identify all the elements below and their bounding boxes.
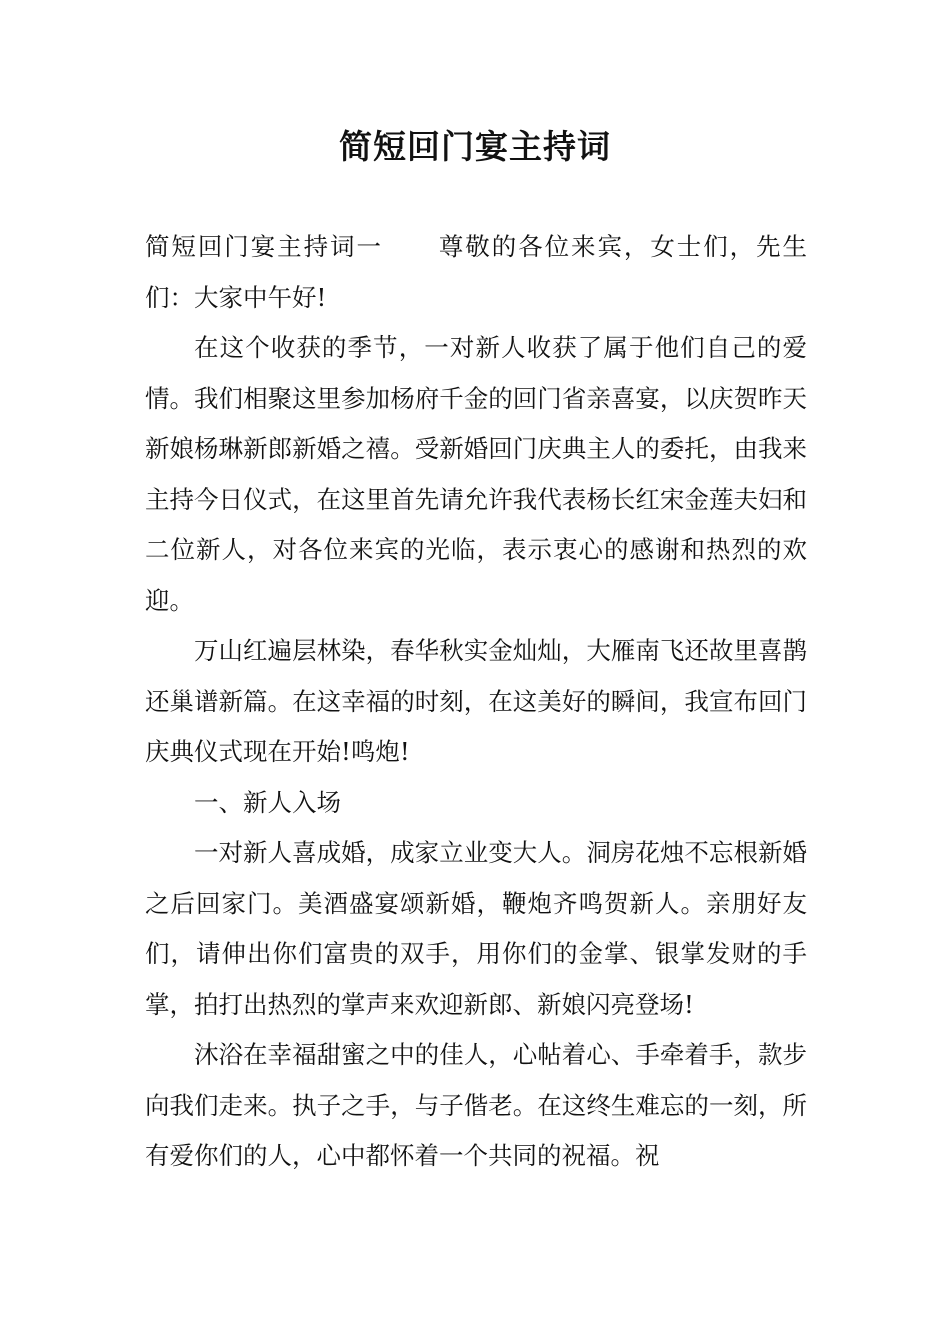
paragraph: 沐浴在幸福甜蜜之中的佳人，心帖着心、手牵着手，款步向我们走来。执子之手，与子偕老。在这终生难忘的一刻，所有爱你们的人，心中都怀着一个共同的祝福。祝 [145, 1040, 807, 1170]
paragraph: 在这个收获的季节，一对新人收获了属于他们自己的爱情。我们相聚这里参加杨府千金的回门省亲喜宴，以庆贺昨天新娘杨琳新郎新婚之禧。受新婚回门庆典主人的委托，由我来主持今日仪式，在这里首先请允许我代表杨长红宋金莲夫妇和二位新人，对各位来宾的光临，表示衷心的感谢和热烈的欢迎。 [145, 333, 807, 615]
section-heading: 简短回门宴主持词一 [145, 232, 383, 261]
paragraph: 一对新人喜成婚，成家立业变大人。洞房花烛不忘根新婚之后回家门。美酒盛宴颂新婚，鞭炮齐鸣贺新人。亲朋好友们，请伸出你们富贵的双手，用你们的金掌、银掌发财的手掌，拍打出热烈的掌声来欢迎新郎、新娘闪亮登场! [145, 838, 807, 1019]
document-body [145, 222, 807, 1182]
paragraph-intro [145, 222, 807, 323]
greeting-text: 尊敬的各位来宾，女士们，先生们：大家中午好! [145, 232, 808, 312]
document-title: 简短回门宴主持词 [339, 127, 611, 166]
paragraph: 万山红遍层林染，春华秋实金灿灿，大雁南飞还故里喜鹊还巢谱新篇。在这幸福的时刻，在这美好的瞬间，我宣布回门庆典仪式现在开始!鸣炮! [145, 636, 807, 766]
subheading: 一、新人入场 [194, 787, 341, 817]
